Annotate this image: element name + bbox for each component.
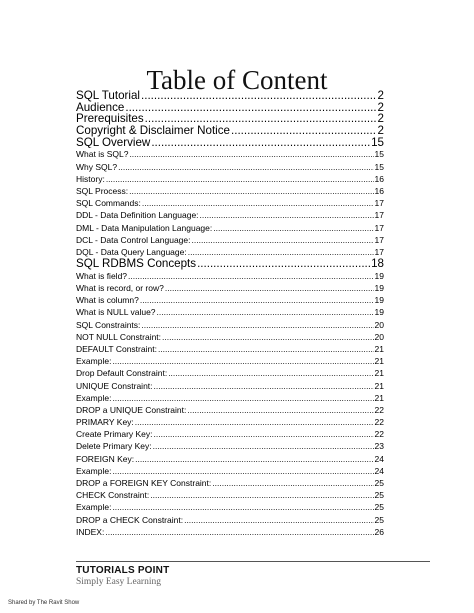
toc-dot-leader [112, 465, 373, 477]
toc-entry[interactable] [76, 148, 384, 160]
toc-entry-label: What is record, or row? [76, 283, 164, 293]
toc-entry-page-number: 17 [374, 210, 384, 221]
toc-dot-leader [168, 367, 373, 379]
toc-entry-label: What is NULL value? [76, 307, 156, 318]
toc-entry[interactable] [76, 453, 384, 465]
toc-entry[interactable] [76, 113, 384, 125]
toc-entry-label: DDL - Data Definition Language: [76, 210, 199, 221]
toc-entry[interactable] [76, 343, 384, 355]
toc-entry[interactable] [76, 392, 384, 404]
toc-dot-leader [213, 222, 373, 234]
toc-entry-label: UNIQUE Constraint: [76, 380, 153, 391]
toc-entry-page-number: 16 [374, 173, 384, 184]
toc-entry-label: DCL - Data Control Language: [76, 234, 191, 245]
toc-entry[interactable] [76, 404, 384, 416]
toc-entry-page-number: 21 [374, 343, 384, 354]
toc-entry[interactable] [76, 501, 384, 513]
toc-dot-leader [188, 246, 374, 258]
toc-entry-page-number: 15 [374, 149, 384, 160]
toc-entry-page-number: 22 [374, 429, 384, 440]
toc-dot-leader [150, 489, 373, 501]
toc-entry[interactable] [76, 440, 384, 452]
toc-entry-page-number: 21 [374, 380, 384, 391]
footer-tagline: Simply Easy Learning [76, 577, 161, 587]
toc-dot-leader [184, 514, 373, 526]
page-title: Table of Content [146, 65, 328, 95]
toc-entry[interactable] [76, 137, 384, 149]
toc-dot-leader [105, 526, 373, 538]
toc-entry[interactable] [76, 416, 384, 428]
table-of-contents [76, 90, 384, 538]
toc-dot-leader [165, 282, 374, 294]
toc-dot-leader [157, 306, 374, 318]
toc-entry-page-number: 19 [374, 270, 384, 281]
toc-entry-page-number: 15 [371, 136, 384, 149]
toc-dot-leader [129, 148, 373, 160]
toc-entry[interactable] [76, 428, 384, 440]
toc-dot-leader [142, 197, 374, 209]
toc-dot-leader [187, 404, 373, 416]
toc-entry[interactable] [76, 282, 384, 294]
toc-dot-leader [125, 102, 376, 114]
toc-entry-page-number: 2 [377, 113, 384, 126]
toc-entry-label: SQL Commands: [76, 198, 141, 209]
toc-entry-page-number: 22 [374, 404, 384, 415]
toc-dot-leader [112, 355, 373, 367]
toc-entry-label: Drop Default Constraint: [76, 368, 168, 379]
toc-entry-label: DROP a CHECK Constraint: [76, 514, 184, 525]
toc-entry-page-number: 15 [374, 161, 384, 172]
toc-entry[interactable] [76, 90, 384, 102]
toc-dot-leader [141, 90, 377, 102]
toc-entry[interactable] [76, 270, 384, 282]
toc-entry[interactable] [76, 294, 384, 306]
toc-entry-page-number: 20 [374, 319, 384, 330]
toc-dot-leader [231, 125, 377, 137]
toc-entry-page-number: 23 [374, 441, 384, 452]
toc-entry-label: SQL RDBMS Concepts [76, 258, 197, 270]
toc-dot-leader [129, 185, 373, 197]
toc-entry-label: INDEX: [76, 526, 105, 537]
toc-entry-page-number: 17 [374, 234, 384, 245]
toc-entry-page-number: 17 [374, 222, 384, 233]
toc-dot-leader [112, 501, 373, 513]
toc-entry-label: What is column? [76, 295, 139, 306]
toc-dot-leader [135, 416, 374, 428]
toc-entry-page-number: 2 [377, 101, 384, 114]
toc-entry-page-number: 20 [374, 331, 384, 342]
toc-dot-leader [212, 477, 373, 489]
toc-entry-page-number: 24 [374, 453, 384, 464]
toc-entry[interactable] [76, 222, 384, 234]
toc-dot-leader [151, 137, 370, 149]
toc-dot-leader [128, 270, 374, 282]
toc-entry-label: Prerequisites [76, 113, 144, 126]
toc-dot-leader [154, 380, 374, 392]
toc-entry[interactable] [76, 258, 384, 270]
toc-entry-label: Example: [76, 392, 112, 403]
toc-entry-page-number: 17 [374, 246, 384, 257]
toc-entry-label: What is SQL? [76, 149, 129, 160]
toc-entry[interactable] [76, 246, 384, 258]
toc-entry-label: DEFAULT Constraint: [76, 343, 157, 354]
toc-entry-page-number: 19 [374, 307, 384, 318]
toc-dot-leader [112, 392, 373, 404]
toc-entry-label: SQL Process: [76, 186, 129, 196]
footer-divider [76, 561, 430, 562]
toc-entry-page-number: 26 [374, 526, 384, 537]
toc-entry[interactable] [76, 380, 384, 392]
toc-entry[interactable] [76, 465, 384, 477]
toc-entry[interactable] [76, 209, 384, 221]
toc-dot-leader [192, 234, 374, 246]
toc-entry-label: What is field? [76, 270, 128, 281]
toc-entry[interactable] [76, 526, 384, 538]
toc-entry-label: Example: [76, 465, 112, 476]
toc-entry-label: History: [76, 173, 105, 184]
toc-dot-leader [162, 331, 374, 343]
toc-entry-page-number: 19 [374, 283, 384, 293]
toc-entry-label: FOREIGN Key: [76, 453, 135, 464]
toc-dot-leader [118, 161, 373, 173]
toc-entry-page-number: 2 [377, 125, 384, 137]
toc-entry-label: NOT NULL Constraint: [76, 331, 162, 342]
toc-dot-leader [200, 209, 374, 221]
toc-entry-label: SQL Constraints: [76, 319, 141, 330]
toc-entry-page-number: 18 [371, 258, 384, 270]
toc-entry-page-number: 2 [377, 90, 384, 102]
toc-dot-leader [106, 173, 374, 185]
toc-entry[interactable] [76, 489, 384, 501]
toc-dot-leader [153, 440, 374, 452]
toc-entry-page-number: 25 [374, 502, 384, 513]
toc-dot-leader [140, 294, 374, 306]
footer-brand: TUTORIALS POINT [76, 565, 170, 576]
toc-entry[interactable] [76, 477, 384, 489]
toc-entry-page-number: 25 [374, 514, 384, 525]
shared-by-caption: Shared by The Ravit Show [8, 600, 80, 606]
toc-entry-label: CHECK Constraint: [76, 490, 150, 501]
toc-entry[interactable] [76, 306, 384, 318]
toc-dot-leader [145, 113, 377, 125]
toc-entry-page-number: 24 [374, 465, 384, 476]
toc-entry-label: Example: [76, 502, 112, 513]
toc-entry[interactable] [76, 125, 384, 137]
toc-entry-page-number: 21 [374, 368, 384, 379]
toc-entry-label: DQL - Data Query Language: [76, 246, 187, 257]
toc-entry-label: PRIMARY Key: [76, 417, 134, 428]
toc-entry[interactable] [76, 185, 384, 197]
toc-dot-leader [154, 428, 374, 440]
toc-dot-leader [197, 258, 370, 270]
toc-entry[interactable] [76, 197, 384, 209]
toc-entry-label: Copyright & Disclaimer Notice [76, 125, 230, 137]
toc-entry[interactable] [76, 331, 384, 343]
toc-entry-page-number: 17 [374, 198, 384, 209]
toc-dot-leader [158, 343, 374, 355]
toc-entry-page-number: 25 [374, 490, 384, 501]
toc-entry[interactable] [76, 367, 384, 379]
toc-entry-label: Create Primary Key: [76, 429, 153, 440]
toc-entry[interactable] [76, 319, 384, 331]
toc-entry-page-number: 19 [374, 295, 384, 306]
toc-dot-leader [135, 453, 373, 465]
toc-entry-label: SQL Tutorial [76, 90, 141, 102]
toc-entry[interactable] [76, 234, 384, 246]
toc-entry-label: Audience [76, 101, 125, 114]
toc-entry-page-number: 21 [374, 392, 384, 403]
toc-entry-label: Delete Primary Key: [76, 441, 152, 452]
toc-entry-page-number: 22 [374, 417, 384, 428]
toc-entry-page-number: 16 [374, 186, 384, 196]
toc-entry[interactable] [76, 514, 384, 526]
toc-entry-page-number: 21 [374, 356, 384, 367]
toc-entry-label: Example: [76, 356, 112, 367]
toc-entry-label: DROP a UNIQUE Constraint: [76, 404, 187, 415]
toc-dot-leader [141, 319, 373, 331]
toc-entry-label: DROP a FOREIGN KEY Constraint: [76, 478, 212, 488]
toc-entry-label: DML - Data Manipulation Language: [76, 222, 213, 233]
toc-entry[interactable] [76, 161, 384, 173]
toc-entry-label: Why SQL? [76, 161, 118, 172]
toc-entry[interactable] [76, 355, 384, 367]
toc-entry-label: SQL Overview [76, 136, 151, 149]
toc-entry[interactable] [76, 173, 384, 185]
toc-entry[interactable] [76, 102, 384, 114]
toc-entry-page-number: 25 [374, 478, 384, 488]
